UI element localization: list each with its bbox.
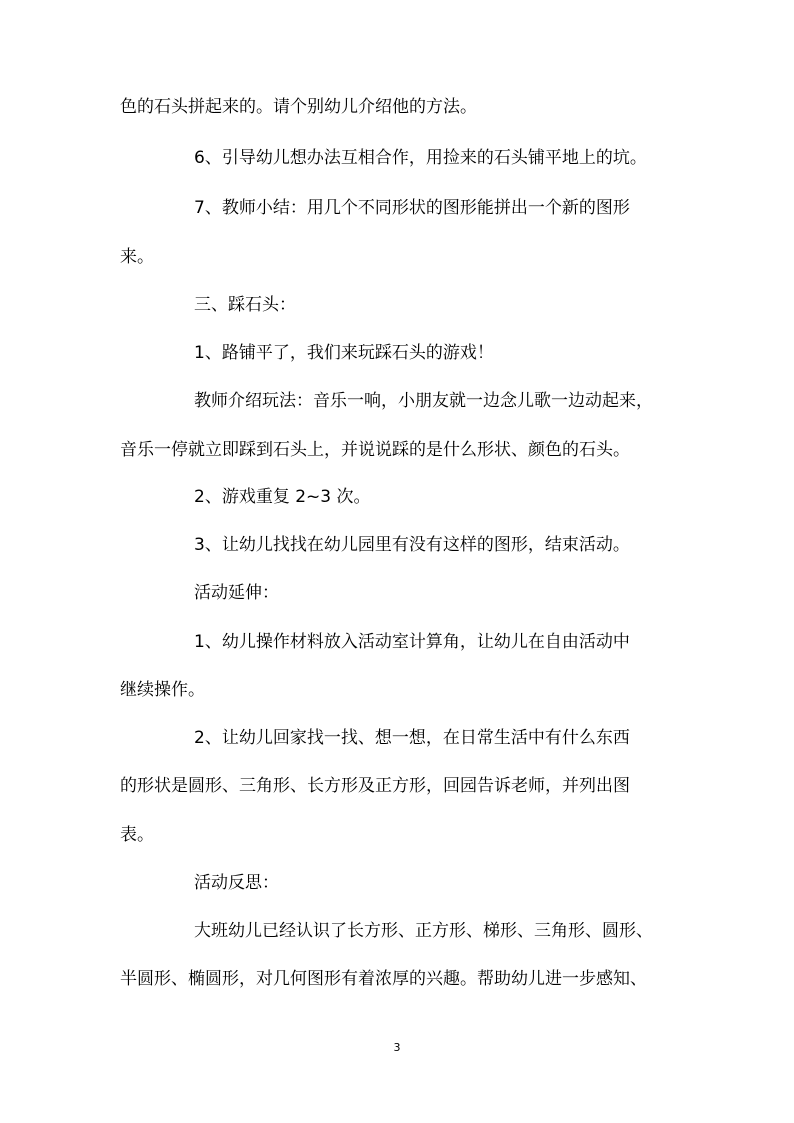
text-line: 2、游戏重复 2~3 次。	[194, 487, 371, 507]
text-line: 继续操作。	[120, 680, 205, 700]
text-line: 的形状是圆形、三角形、长方形及正方形，回园告诉老师，并列出图	[120, 776, 630, 796]
text-line: 半圆形、椭圆形，对几何图形有着浓厚的兴趣。帮助幼儿进一步感知、	[120, 969, 647, 989]
text-line: 3、让幼儿找找在幼儿园里有没有这样的图形，结束活动。	[194, 535, 630, 555]
page-number: 3	[393, 1041, 401, 1054]
text-line: 6、引导幼儿想办法互相合作，用捡来的石头铺平地上的坑。	[194, 148, 647, 168]
text-line: 2、让幼儿回家找一找、想一想，在日常生活中有什么东西	[194, 728, 630, 748]
text-line: 音乐一停就立即踩到石头上，并说说踩的是什么形状、颜色的石头。	[120, 440, 630, 460]
text-line: 1、幼儿操作材料放入活动室计算角，让幼儿在自由活动中	[194, 632, 630, 652]
text-line: 色的石头拼起来的。请个别幼儿介绍他的方法。	[120, 97, 477, 117]
section-heading: 活动反思：	[194, 873, 279, 893]
text-line: 表。	[120, 825, 154, 845]
text-line: 1、路铺平了，我们来玩踩石头的游戏！	[194, 343, 494, 363]
text-line: 来。	[120, 247, 154, 267]
section-heading: 活动延伸：	[194, 583, 279, 603]
text-line: 教师介绍玩法：音乐一响，小朋友就一边念儿歌一边动起来，	[194, 391, 653, 411]
section-heading: 三、踩石头：	[194, 295, 296, 315]
text-line: 7、教师小结：用几个不同形状的图形能拼出一个新的图形	[194, 198, 630, 218]
text-line: 大班幼儿已经认识了长方形、正方形、梯形、三角形、圆形、	[194, 921, 653, 941]
